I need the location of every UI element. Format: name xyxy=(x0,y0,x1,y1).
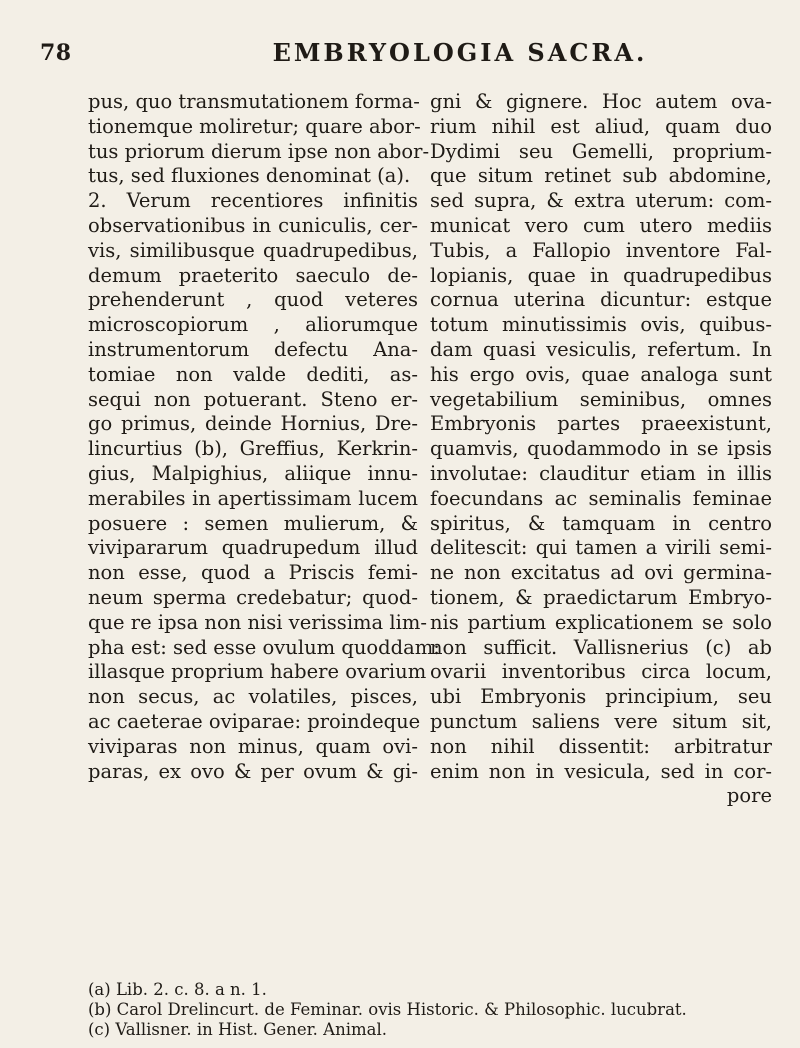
text-line: pha est: sed esse ovulum quoddam: xyxy=(88,635,440,659)
text-line: Dydimi seu Gemelli, proprium- xyxy=(430,139,772,163)
text-line: viviparas non minus, quam ovi- xyxy=(88,734,418,758)
text-line: 2. Verum recentiores infinitis xyxy=(88,189,418,213)
text-line: enim non in vesicula, sed in cor- xyxy=(430,759,772,783)
text-line: sed supra, & extra uterum: com- xyxy=(430,189,772,213)
text-line: illasque proprium habere ovarium xyxy=(88,660,427,684)
text-line: merabiles in apertissimam lucem xyxy=(88,486,418,510)
text-line: punctum saliens vere situm sit, xyxy=(430,709,772,733)
text-line: demum praeterito saeculo de- xyxy=(88,263,418,287)
text-line: quamvis, quodammodo in se ipsis xyxy=(430,437,772,461)
footnote: (c) Vallisner. in Hist. Gener. Animal. xyxy=(88,1020,387,1039)
text-line: ovarii inventoribus circa locum, xyxy=(430,660,772,684)
text-line: municat vero cum utero mediis xyxy=(430,213,772,237)
text-line: non sufficit. Vallisnerius (c) ab xyxy=(430,635,772,659)
text-line: involutae: clauditur etiam in illis xyxy=(430,461,772,485)
text-line: lopianis, quae in quadrupedibus xyxy=(430,263,772,287)
text-line: tomiae non valde dediti, as- xyxy=(88,362,418,386)
page-number: 78 xyxy=(40,40,72,66)
text-line: paras, ex ovo & per ovum & gi- xyxy=(88,759,418,783)
text-line: spiritus, & tamquam in centro xyxy=(430,511,772,535)
text-line: que situm retinet sub abdomine, xyxy=(430,164,772,188)
text-line: foecundans ac seminalis feminae xyxy=(430,486,772,510)
left-text-column xyxy=(88,90,440,784)
text-line: dam quasi vesiculis, refertum. In xyxy=(430,337,772,361)
text-line: rium nihil est aliud, quam duo xyxy=(430,114,772,138)
text-line: lincurtius (b), Greffius, Kerkrin- xyxy=(88,437,418,461)
text-line: non nihil dissentit: arbitratur xyxy=(430,734,772,758)
text-line: non esse, quod a Priscis femi- xyxy=(88,561,418,585)
text-line: tus priorum dierum ipse non abor- xyxy=(88,139,430,163)
text-line: vegetabilium seminibus, omnes xyxy=(430,387,772,411)
right-text-column xyxy=(430,90,772,809)
text-line: microscopiorum , aliorumque xyxy=(88,313,418,337)
text-line: Embryonis partes praeexistunt, xyxy=(430,412,772,436)
text-line: cornua uterina dicuntur: estque xyxy=(430,288,772,312)
text-line: neum sperma credebatur; quod- xyxy=(88,585,418,609)
footnote: (a) Lib. 2. c. 8. a n. 1. xyxy=(88,980,267,999)
text-line: ubi Embryonis principium, seu xyxy=(430,685,772,709)
text-line: observationibus in cuniculis, cer- xyxy=(88,213,418,237)
text-line: go primus, deinde Hornius, Dre- xyxy=(88,412,418,436)
text-line: non secus, ac volatiles, pisces, xyxy=(88,685,418,709)
text-line: gius, Malpighius, aliique innu- xyxy=(88,461,418,485)
text-line: prehenderunt , quod veteres xyxy=(88,288,418,312)
text-line: Tubis, a Fallopio inventore Fal- xyxy=(430,238,772,262)
text-line: delitescit: qui tamen a virili semi- xyxy=(430,536,772,560)
text-line: totum minutissimis ovis, quibus- xyxy=(430,313,772,337)
text-line: tus, sed fluxiones denominat (a). xyxy=(88,164,411,188)
text-line: nis partium explicationem se solo xyxy=(430,610,772,634)
text-line: instrumentorum defectu Ana- xyxy=(88,337,418,361)
text-line: vivipararum quadrupedum illud xyxy=(88,536,418,560)
text-line: pus, quo transmutationem forma- xyxy=(88,90,420,113)
text-line: que re ipsa non nisi verissima lim- xyxy=(88,610,427,634)
text-line: sequi non potuerant. Steno er- xyxy=(88,387,418,411)
running-head: EMBRYOLOGIA SACRA. xyxy=(272,38,648,67)
text-line: tionem, & praedictarum Embryo- xyxy=(430,585,772,609)
text-line: posuere : semen mulierum, & xyxy=(88,511,418,535)
text-line: vis, similibusque quadrupedibus, xyxy=(88,238,418,262)
footnotes xyxy=(88,980,778,1040)
text-line: his ergo ovis, quae analoga sunt xyxy=(430,362,772,386)
text-line: ne non excitatus ad ovi germina- xyxy=(430,561,772,585)
text-line: pore xyxy=(726,784,772,808)
text-line: tionemque moliretur; quare abor- xyxy=(88,114,421,138)
text-line: ac caeterae oviparae: proindeque xyxy=(88,709,421,733)
text-line: gni & gignere. Hoc autem ova- xyxy=(430,90,772,113)
footnote: (b) Carol Drelincurt. de Feminar. ovis Historic. & Philosophic. lucubrat. xyxy=(88,1000,687,1019)
